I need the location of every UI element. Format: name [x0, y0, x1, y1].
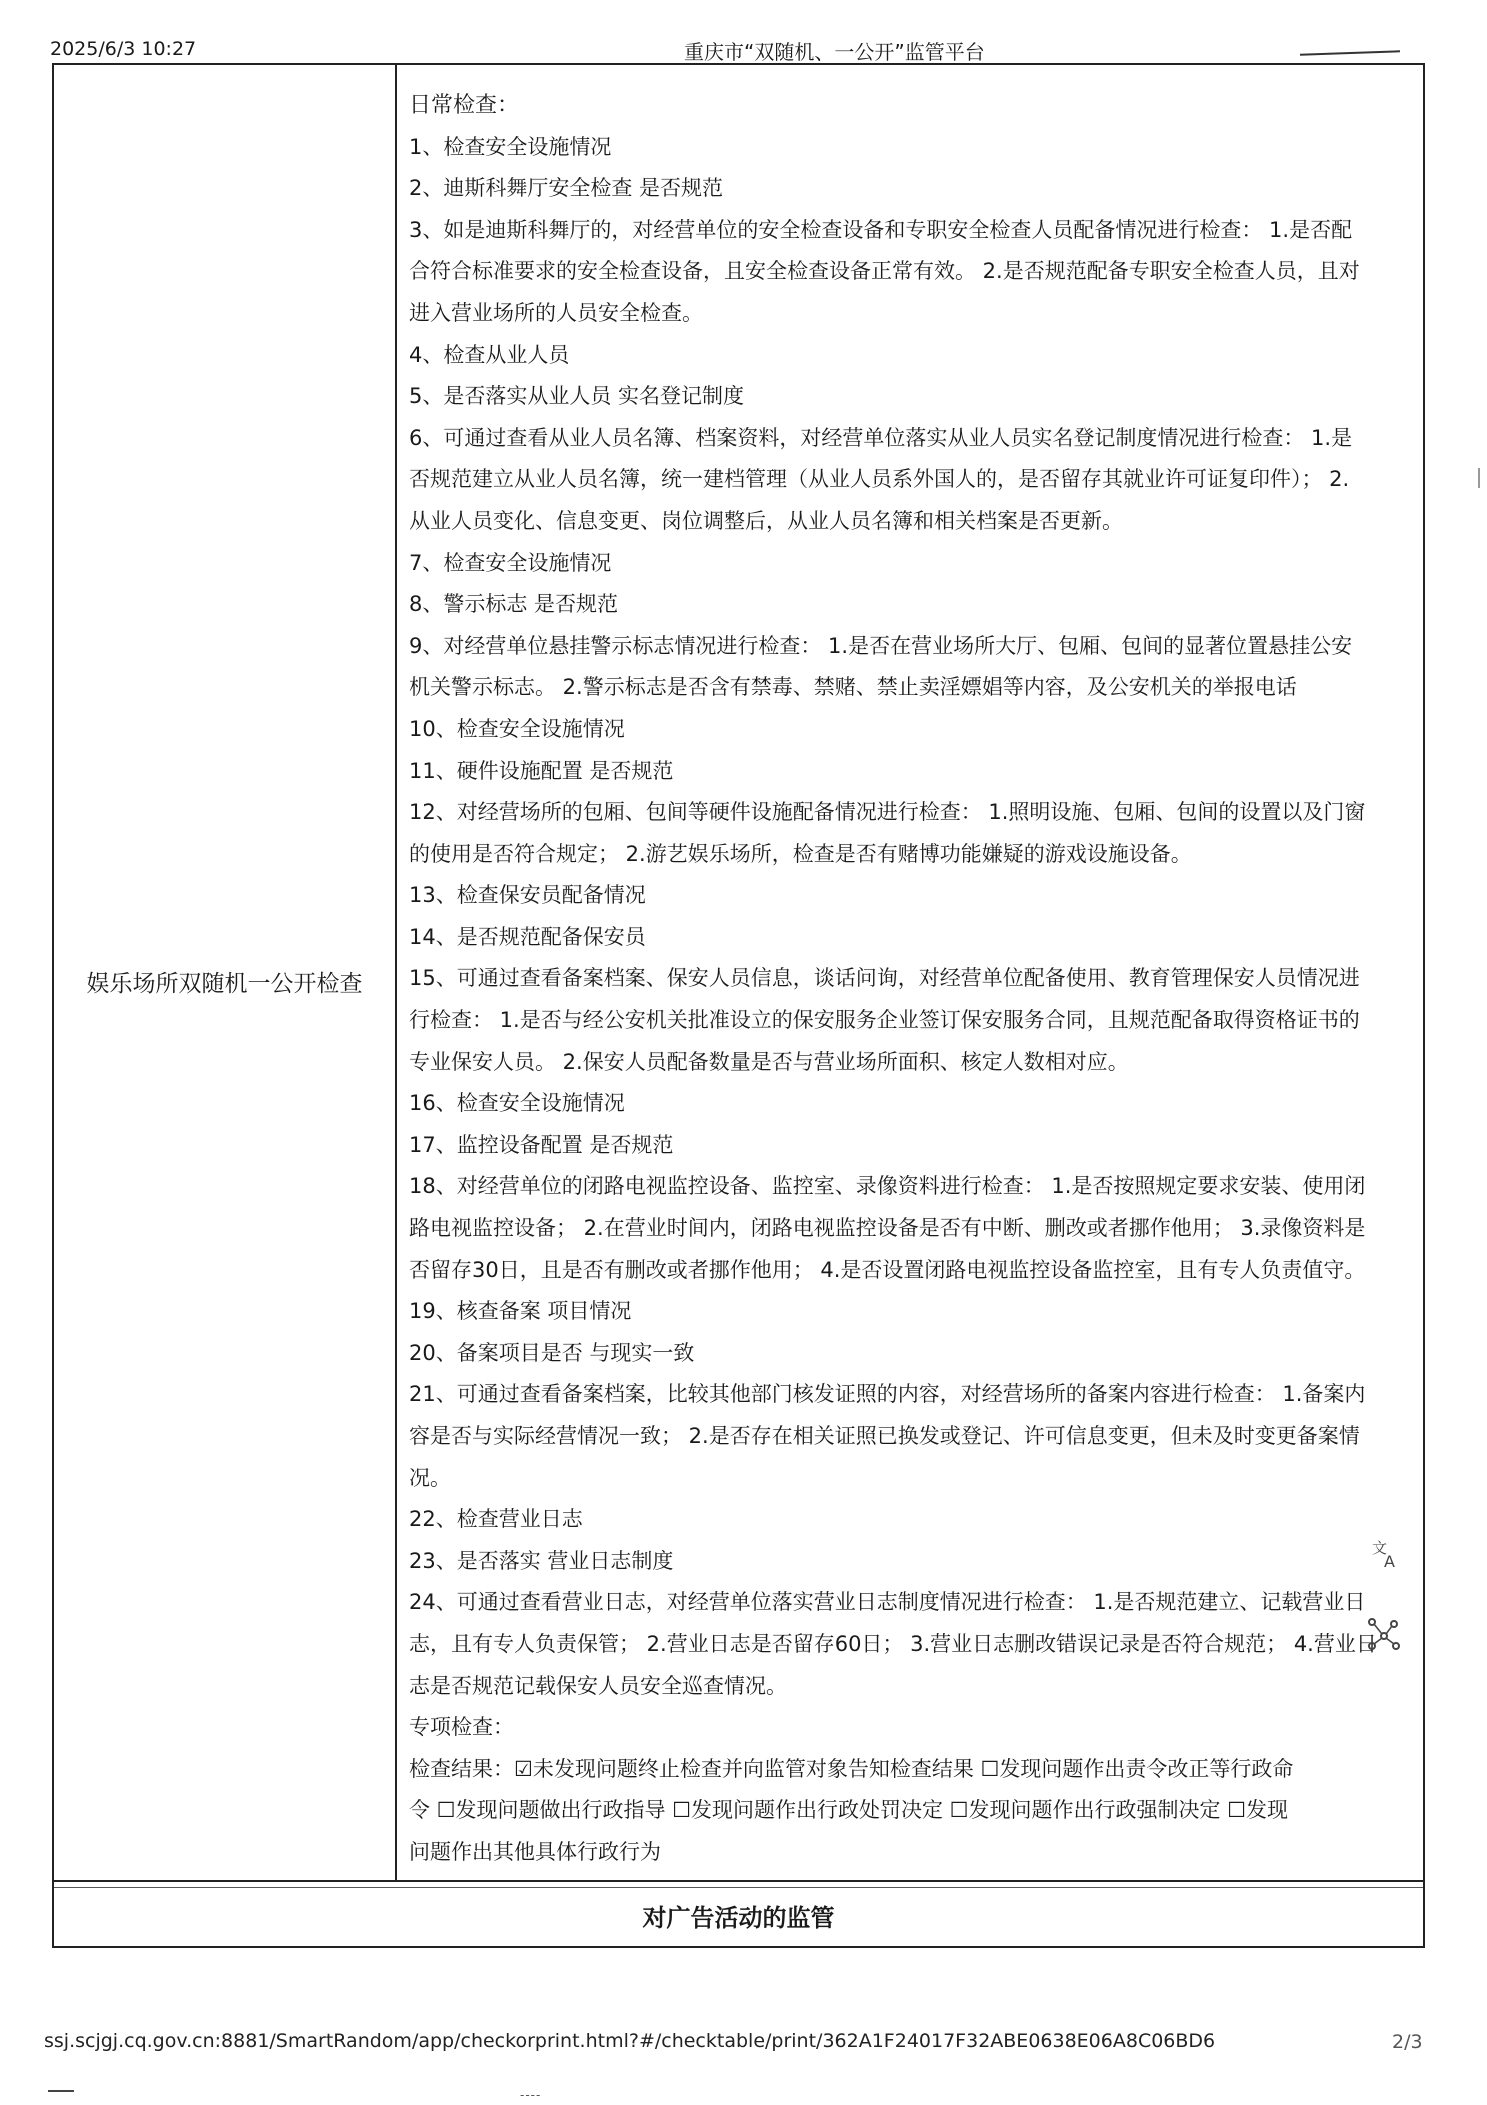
translate-icon[interactable]: [1370, 1537, 1404, 1571]
svg-text:A: A: [1384, 1552, 1395, 1571]
content-line: 专业保安人员。 2.保安人员配备数量是否与营业场所面积、核定人数相对应。: [409, 1049, 1129, 1074]
content-line: 否规范建立从业人员名簿，统一建档管理（从业人员系外国人的，是否留存其就业许可证复印件）； 2.: [409, 467, 1350, 492]
content-line: 从业人员变化、信息变更、岗位调整后，从业人员名簿和相关档案是否更新。: [409, 508, 1123, 533]
content-line: 14、是否规范配备保安员: [409, 924, 646, 949]
content-line: 否留存30日，且是否有删改或者挪作他用； 4.是否设置闭路电视监控设备监控室，且有专人负责值守。: [409, 1257, 1366, 1282]
content-line: 20、备案项目是否 与现实一致: [409, 1340, 695, 1365]
content-line: 13、检查保安员配备情况: [409, 883, 646, 908]
content-line: 15、可通过查看备案档案、保安人员信息，谈话问询，对经营单位配备使用、教育管理保安人员情况进: [409, 966, 1360, 991]
header-pen-stroke: [1300, 50, 1400, 55]
content-line: 9、对经营单位悬挂警示标志情况进行检查： 1.是否在营业场所大厅、包厢、包间的显著位置悬挂公安: [409, 633, 1353, 658]
content-line: 5、是否落实从业人员 实名登记制度: [409, 384, 745, 409]
inspection-content-cell: [397, 65, 1423, 1880]
content-line: 检查结果：☑未发现问题终止检查并向监管对象告知检查结果 ☐发现问题作出责令改正等行政命: [409, 1756, 1294, 1781]
section-title: 对广告活动的监管: [642, 1904, 835, 1932]
content-line: 18、对经营单位的闭路电视监控设备、监控室、录像资料进行检查： 1.是否按照规定要求安装、使用闭: [409, 1174, 1366, 1199]
row-label: 娱乐场所双随机一公开检查: [86, 971, 363, 997]
content-line: 日常检查：: [409, 93, 520, 118]
footer-url: ssj.scjgj.cq.gov.cn:8881/SmartRandom/app/checkorprint.html?#/checktable/print/362A1F24017F32ABE0638E06A8C06BD6: [44, 2030, 1216, 2052]
content-line: 机关警示标志。 2.警示标志是否含有禁毒、禁赌、禁止卖淫嫖娼等内容，及公安机关的举报电话: [409, 675, 1297, 700]
table-divider: [54, 1880, 1423, 1882]
content-line: 问题作出其他具体行政行为: [409, 1839, 661, 1864]
table-divider-inner: [54, 1887, 1423, 1888]
content-line: 1、检查安全设施情况: [409, 134, 612, 159]
content-line: 16、检查安全设施情况: [409, 1091, 625, 1116]
content-line: 11、硬件设施配置 是否规范: [409, 758, 674, 783]
content-line: 10、检查安全设施情况: [409, 716, 625, 741]
content-line: 4、检查从业人员: [409, 342, 570, 367]
content-line: 12、对经营场所的包厢、包间等硬件设施配备情况进行检查： 1.照明设施、包厢、包间的设置以及门窗: [409, 800, 1366, 825]
content-line: 合符合标准要求的安全检查设备，且安全检查设备正常有效。 2.是否规范配备专职安全检查人员，且对: [409, 259, 1360, 284]
row-label-cell: [54, 65, 397, 1880]
content-line: 19、核查备案 项目情况: [409, 1299, 632, 1324]
content-line: 容是否与实际经营情况一致； 2.是否存在相关证照已换发或登记、许可信息变更，但未及时变更备案情: [409, 1424, 1360, 1448]
content-line: 23、是否落实 营业日志制度: [409, 1548, 674, 1573]
content-line: 24、可通过查看营业日志，对经营单位落实营业日志制度情况进行检查： 1.是否规范建立、记载营业日: [409, 1590, 1366, 1615]
content-line: 路电视监控设备； 2.在营业时间内，闭路电视监控设备是否有中断、删改或者挪作他用； 3.录像资料是: [409, 1216, 1366, 1241]
svg-text:文: 文: [1372, 1539, 1388, 1557]
content-line: 22、检查营业日志: [409, 1507, 583, 1532]
inspection-content: [409, 85, 1414, 1874]
content-line: 7、检查安全设施情况: [409, 550, 612, 575]
content-line: 志是否规范记载保安人员安全巡查情况。: [409, 1673, 787, 1698]
inspection-table: [52, 63, 1425, 1948]
content-line: 2、迪斯科舞厅安全检查 是否规范: [409, 176, 724, 201]
content-line: 志，且有专人负责保管； 2.营业日志是否留存60日； 3.营业日志删改错误记录是否符合规范； 4.营业日: [409, 1631, 1377, 1656]
page-title: 重庆市“双随机、一公开”监管平台: [684, 40, 985, 64]
footer-mark: ----: [520, 2088, 542, 2102]
footer-dash: [48, 2090, 74, 2092]
content-line: 行检查： 1.是否与经公安机关批准设立的保安服务企业签订保安服务合同，且规范配备取得资格证书的: [409, 1008, 1360, 1033]
content-line: 令 ☐发现问题做出行政指导 ☐发现问题作出行政处罚决定 ☐发现问题作出行政强制决定 ☐发现: [409, 1798, 1289, 1823]
content-line: 3、如是迪斯科舞厅的，对经营单位的安全检查设备和专职安全检查人员配备情况进行检查： 1.是否配: [409, 217, 1353, 242]
content-line: 的使用是否符合规定； 2.游艺娱乐场所，检查是否有赌博功能嫌疑的游戏设施设备。: [409, 841, 1192, 866]
content-line: 6、可通过查看从业人员名簿、档案资料，对经营单位落实从业人员实名登记制度情况进行检查： 1.是: [409, 425, 1353, 450]
content-line: 8、警示标志 是否规范: [409, 592, 619, 617]
network-icon[interactable]: [1364, 1614, 1404, 1654]
content-line: 17、监控设备配置 是否规范: [409, 1132, 674, 1157]
print-datetime: 2025/6/3 10:27: [50, 38, 197, 60]
content-line: 专项检查：: [409, 1715, 514, 1740]
content-line: 进入营业场所的人员安全检查。: [409, 300, 703, 325]
margin-mark: [1478, 468, 1480, 488]
page-number: 2/3: [1392, 2031, 1423, 2053]
content-line: 21、可通过查看备案档案，比较其他部门核发证照的内容，对经营场所的备案内容进行检查： 1.备案内: [409, 1382, 1366, 1407]
content-line: 况。: [409, 1465, 451, 1490]
